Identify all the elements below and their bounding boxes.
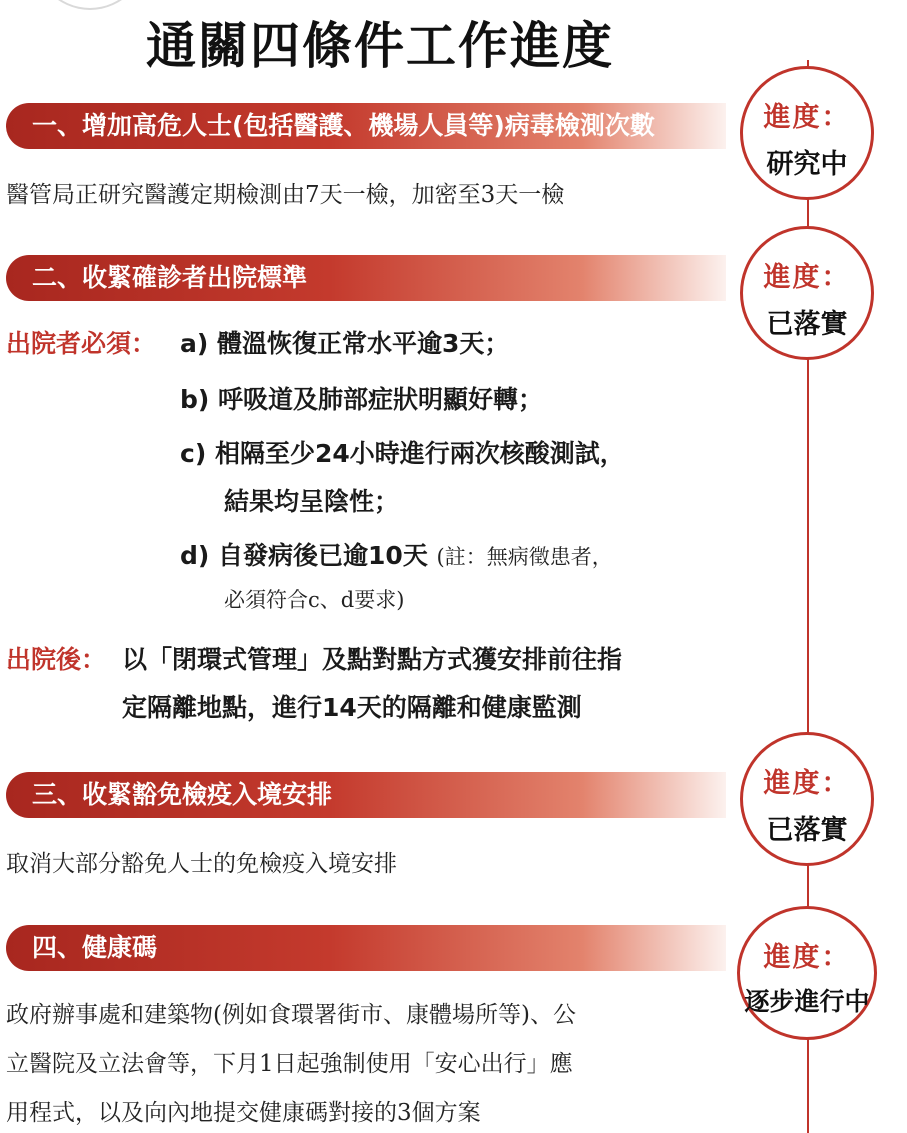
section-4-heading: 四、健康碼 (6, 925, 726, 971)
section-3-body: 取消大部分豁免人士的免檢疫入境安排 (6, 851, 397, 877)
progress-status: 研究中 (766, 149, 848, 180)
progress-status: 已落實 (766, 309, 848, 340)
progress-label: 進度： (763, 102, 851, 133)
criterion-a: a) 體溫恢復正常水平逾3天； (180, 329, 510, 358)
section-1-progress-badge (740, 66, 874, 200)
section-1-heading: 一、增加高危人士(包括醫護、機場人員等)病毒檢測次數 (6, 103, 726, 149)
criterion-c: c) 相隔至少24小時進行兩次核酸測試， (180, 439, 625, 468)
section-4-body-line-1: 政府辦事處和建築物(例如食環署街市、康體場所等)、公 (6, 1002, 576, 1028)
progress-status: 已落實 (766, 815, 848, 846)
section-4-body-line-2: 立醫院及立法會等，下月1日起強制使用「安心出行」應 (6, 1051, 573, 1077)
section-4-progress-badge (737, 906, 877, 1040)
section-1-body: 醫管局正研究醫護定期檢測由7天一檢，加密至3天一檢 (6, 182, 565, 208)
criterion-d-note: (註：無病徵患者， (436, 545, 613, 569)
after-discharge-label: 出院後： (6, 645, 107, 674)
after-discharge-line-2: 定隔離地點，進行14天的隔離和健康監測 (122, 693, 582, 722)
discharge-must-label: 出院者必須： (6, 329, 157, 358)
criterion-c-cont: 結果均呈陰性； (224, 487, 400, 516)
section-3-heading: 三、收緊豁免檢疫入境安排 (6, 772, 726, 818)
criterion-b: b) 呼吸道及肺部症狀明顯好轉； (180, 385, 544, 414)
after-discharge-line-1: 以「閉環式管理」及點對點方式獲安排前往指 (122, 645, 623, 674)
page-title: 通關四條件工作進度 (146, 16, 614, 75)
section-4-body-line-3: 用程式，以及向內地提交健康碼對接的3個方案 (6, 1100, 481, 1126)
progress-label: 進度： (763, 262, 851, 293)
criterion-d: d) 自發病後已逾10天 (註：無病徵患者， (180, 541, 613, 570)
section-3-progress-badge (740, 732, 874, 866)
progress-label: 進度： (763, 768, 851, 799)
section-2-progress-badge (740, 226, 874, 360)
section-2-heading: 二、收緊確診者出院標準 (6, 255, 726, 301)
progress-status: 逐步進行中 (744, 987, 870, 1016)
criterion-d-note-cont: 必須符合c、d要求) (224, 588, 405, 612)
progress-label: 進度： (763, 942, 851, 973)
